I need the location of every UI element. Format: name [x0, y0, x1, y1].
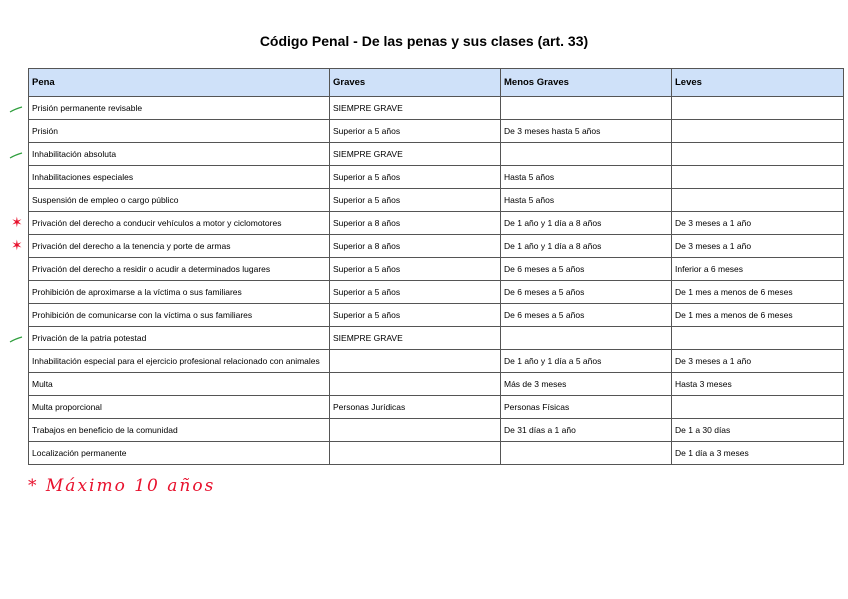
table-row: [29, 304, 844, 327]
cell-pena: Privación del derecho a residir o acudir a determinados lugares: [29, 258, 330, 281]
cell-pena: Prohibición de aproximarse a la víctima o sus familiares: [29, 281, 330, 304]
cell-menos-graves: [501, 327, 672, 350]
green-tick-icon: [9, 336, 23, 344]
cell-pena: Prisión permanente revisable: [29, 97, 330, 120]
cell-graves: Superior a 8 años: [330, 212, 501, 235]
cell-pena: Inhabilitaciones especiales: [29, 166, 330, 189]
cell-pena: Inhabilitación absoluta: [29, 143, 330, 166]
cell-menos-graves: Hasta 5 años: [501, 166, 672, 189]
table-row: [29, 281, 844, 304]
table-row: [29, 143, 844, 166]
column-header-menos-graves: Menos Graves: [501, 69, 672, 97]
table-row: [29, 327, 844, 350]
table-row: [29, 442, 844, 465]
cell-pena: Localización permanente: [29, 442, 330, 465]
cell-menos-graves: De 1 año y 1 día a 8 años: [501, 212, 672, 235]
cell-leves: [672, 189, 844, 212]
cell-graves: Superior a 5 años: [330, 281, 501, 304]
table-row: [29, 212, 844, 235]
cell-leves: De 1 mes a menos de 6 meses: [672, 304, 844, 327]
cell-leves: De 3 meses a 1 año: [672, 235, 844, 258]
cell-leves: [672, 166, 844, 189]
table-row: [29, 258, 844, 281]
cell-leves: [672, 97, 844, 120]
cell-graves: Personas Jurídicas: [330, 396, 501, 419]
cell-leves: Hasta 3 meses: [672, 373, 844, 396]
handwritten-note: * Máximo 10 años: [28, 476, 216, 496]
table-row: [29, 235, 844, 258]
cell-leves: De 1 a 30 días: [672, 419, 844, 442]
page-title: Código Penal - De las penas y sus clases (art. 33): [259, 33, 589, 49]
cell-graves: [330, 419, 501, 442]
cell-leves: De 1 día a 3 meses: [672, 442, 844, 465]
table-row: [29, 97, 844, 120]
cell-pena: Inhabilitación especial para el ejercicio profesional relacionado con animales: [29, 350, 330, 373]
cell-pena: Prisión: [29, 120, 330, 143]
cell-menos-graves: De 1 año y 1 día a 5 años: [501, 350, 672, 373]
cell-pena: Privación del derecho a la tenencia y porte de armas: [29, 235, 330, 258]
cell-leves: De 3 meses a 1 año: [672, 212, 844, 235]
cell-pena: Trabajos en beneficio de la comunidad: [29, 419, 330, 442]
cell-leves: [672, 143, 844, 166]
table-row: [29, 189, 844, 212]
cell-pena: Prohibición de comunicarse con la víctima o sus familiares: [29, 304, 330, 327]
cell-menos-graves: De 31 días a 1 año: [501, 419, 672, 442]
green-tick-icon: [9, 152, 23, 160]
cell-menos-graves: De 6 meses a 5 años: [501, 281, 672, 304]
cell-menos-graves: Personas Físicas: [501, 396, 672, 419]
cell-menos-graves: [501, 442, 672, 465]
column-header-leves: Leves: [672, 69, 844, 97]
red-star-icon: ✶: [11, 214, 23, 230]
cell-menos-graves: Hasta 5 años: [501, 189, 672, 212]
cell-leves: De 1 mes a menos de 6 meses: [672, 281, 844, 304]
cell-graves: SIEMPRE GRAVE: [330, 143, 501, 166]
cell-pena: Privación de la patria potestad: [29, 327, 330, 350]
cell-pena: Multa proporcional: [29, 396, 330, 419]
cell-graves: Superior a 8 años: [330, 235, 501, 258]
cell-menos-graves: [501, 97, 672, 120]
cell-graves: Superior a 5 años: [330, 166, 501, 189]
cell-graves: SIEMPRE GRAVE: [330, 327, 501, 350]
cell-menos-graves: De 6 meses a 5 años: [501, 304, 672, 327]
cell-menos-graves: De 3 meses hasta 5 años: [501, 120, 672, 143]
table-row: [29, 350, 844, 373]
cell-pena: Suspensión de empleo o cargo público: [29, 189, 330, 212]
column-header-graves: Graves: [330, 69, 501, 97]
table-row: [29, 419, 844, 442]
cell-menos-graves: De 6 meses a 5 años: [501, 258, 672, 281]
cell-leves: Inferior a 6 meses: [672, 258, 844, 281]
table-row: [29, 373, 844, 396]
table-row: [29, 396, 844, 419]
cell-pena: Privación del derecho a conducir vehículos a motor y ciclomotores: [29, 212, 330, 235]
cell-leves: [672, 396, 844, 419]
cell-graves: [330, 442, 501, 465]
cell-leves: [672, 120, 844, 143]
red-star-icon: ✶: [11, 237, 23, 253]
cell-menos-graves: [501, 143, 672, 166]
green-tick-icon: [9, 106, 23, 114]
cell-menos-graves: De 1 año y 1 día a 8 años: [501, 235, 672, 258]
penalties-table: [28, 68, 844, 465]
cell-graves: SIEMPRE GRAVE: [330, 97, 501, 120]
cell-graves: Superior a 5 años: [330, 120, 501, 143]
column-header-pena: Pena: [29, 69, 330, 97]
cell-leves: [672, 327, 844, 350]
cell-graves: Superior a 5 años: [330, 258, 501, 281]
cell-graves: Superior a 5 años: [330, 189, 501, 212]
table-row: [29, 166, 844, 189]
table-header-row: [29, 69, 844, 97]
table-row: [29, 120, 844, 143]
cell-graves: Superior a 5 años: [330, 304, 501, 327]
cell-pena: Multa: [29, 373, 330, 396]
cell-menos-graves: Más de 3 meses: [501, 373, 672, 396]
cell-graves: [330, 373, 501, 396]
cell-leves: De 3 meses a 1 año: [672, 350, 844, 373]
cell-graves: [330, 350, 501, 373]
